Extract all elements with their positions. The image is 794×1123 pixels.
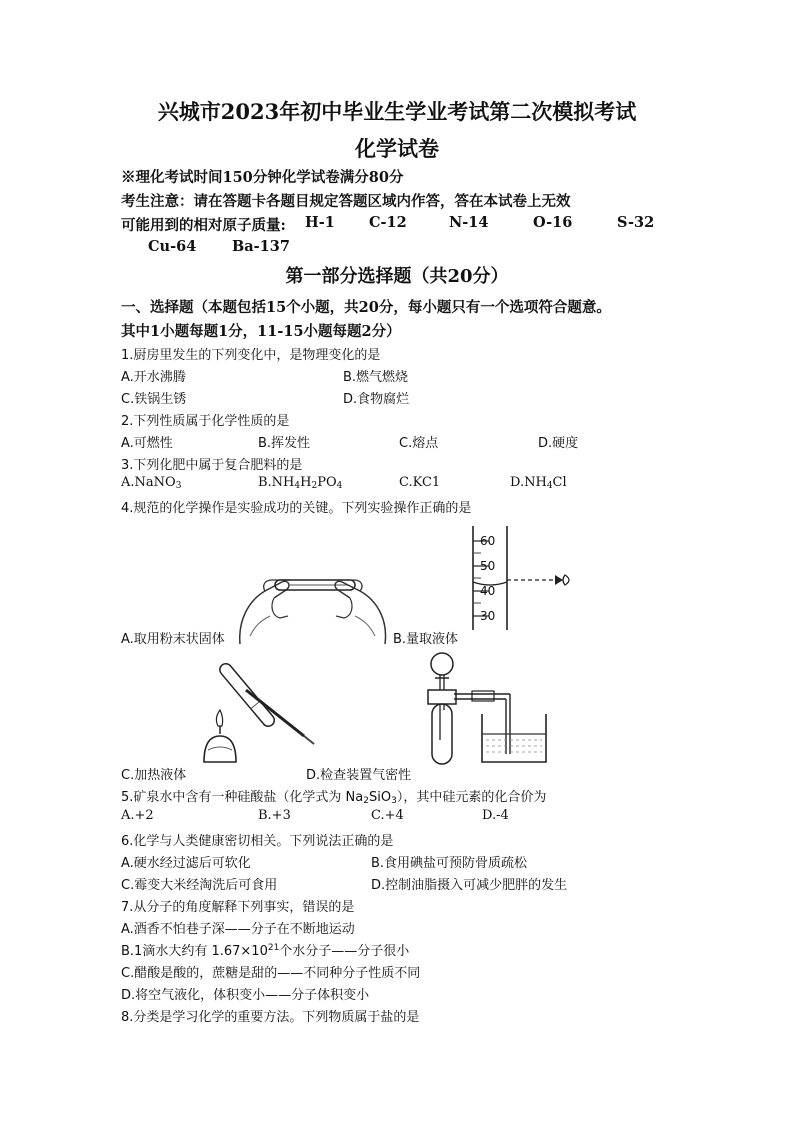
question-7-option-c: C.醋酸是酸的，蔗糖是甜的——不同种分子性质不同: [121, 966, 421, 981]
part1-heading: 第一部分选择题（共20分）: [285, 266, 509, 287]
section-instructions-2: 其中1小题每题1分，11-15小题每题2分）: [121, 323, 401, 340]
question-5-option-a: A.+2: [121, 808, 154, 823]
question-1-option-a: A.开水沸腾: [121, 370, 186, 385]
atomic-mass-cu: Cu-64: [148, 238, 197, 255]
question-5-stem: 5.矿泉水中含有一种硅酸盐（化学式为 $Na_2SiO_3$），其中硅元素的化合价为: [121, 790, 547, 806]
figure-powder-solid: [230, 566, 395, 646]
question-2-option-a: A.可燃性: [121, 436, 173, 451]
cylinder-tick-60: 60: [480, 534, 496, 548]
atomic-mass-o: O-16: [533, 214, 573, 231]
question-6-option-d: D.控制油脂摄入可减少肥胖的发生: [371, 878, 568, 893]
question-1-option-b: B.燃气燃烧: [343, 370, 409, 385]
question-3-option-b: $B.NH_4H_2PO_4$: [258, 475, 343, 491]
question-4-option-b: B.量取液体: [393, 632, 459, 647]
exam-subtitle: 化学试卷: [355, 136, 439, 161]
question-4-option-a: A.取用粉末状固体: [121, 632, 225, 647]
question-6-option-a: A.硬水经过滤后可软化: [121, 856, 251, 871]
atomic-mass-label: 可能用到的相对原子质量:: [121, 217, 286, 234]
atomic-mass-ba: Ba-137: [232, 238, 290, 255]
time-note: ※理化考试时间150分钟化学试卷满分80分: [121, 169, 404, 186]
question-8-stem: 8.分类是学习化学的重要方法。下列物质属于盐的是: [121, 1010, 420, 1025]
question-7-option-b: B.1滴水大约有 $1.67\times 10^{21}$个水分子——分子很小: [121, 943, 410, 959]
question-4-option-d: D.检查装置气密性: [306, 768, 412, 783]
question-2-option-d: D.硬度: [538, 436, 579, 451]
question-2-option-c: C.熔点: [399, 436, 439, 451]
question-6-option-b: B.食用碘盐可预防骨质疏松: [371, 856, 528, 871]
question-5-option-c: C.+4: [371, 808, 404, 823]
figure-heating-liquid: [196, 652, 321, 764]
question-5-option-b: B.+3: [258, 808, 291, 823]
figure-airtightness-check: [420, 650, 560, 765]
question-5-option-d: D.-4: [482, 808, 509, 823]
atomic-mass-c: C-12: [369, 214, 407, 231]
question-3-option-c: C.KC1: [399, 475, 441, 490]
question-4-option-c: C.加热液体: [121, 768, 187, 783]
question-2-stem: 2.下列性质属于化学性质的是: [121, 414, 290, 429]
question-7-stem: 7.从分子的角度解释下列事实，错误的是: [121, 900, 355, 915]
notice: 考生注意：请在答题卡各题目规定答题区域内作答，答在本试卷上无效: [121, 193, 571, 210]
question-6-option-c: C.霉变大米经淘洗后可食用: [121, 878, 278, 893]
atomic-mass-h: H-1: [305, 214, 335, 231]
question-1-option-d: D.食物腐烂: [343, 392, 410, 407]
question-7-option-d: D.将空气液化，体积变小——分子体积变小: [121, 988, 370, 1003]
question-1-option-c: C.铁锅生锈: [121, 392, 187, 407]
question-1-stem: 1.厨房里发生的下列变化中，是物理变化的是: [121, 348, 381, 363]
cylinder-tick-40: 40: [480, 584, 496, 598]
cylinder-tick-50: 50: [480, 559, 496, 573]
atomic-mass-s: S-32: [617, 214, 655, 231]
question-6-stem: 6.化学与人类健康密切相关。下列说法正确的是: [121, 834, 394, 849]
question-3-option-d: $D.NH_4Cl$: [510, 475, 567, 491]
atomic-mass-n: N-14: [449, 214, 489, 231]
question-3-stem: 3.下列化肥中属于复合肥料的是: [121, 458, 303, 473]
exam-title: 兴城市2023年初中毕业生学业考试第二次模拟考试: [157, 99, 637, 124]
question-3-option-a: A.NaNO$_3$: [121, 475, 182, 491]
section-instructions-1: 一、选择题（本题包括15个小题，共20分，每小题只有一个选项符合题意。: [121, 299, 611, 316]
question-4-stem: 4.规范的化学操作是实验成功的关键。下列实验操作正确的是: [121, 501, 472, 516]
question-7-option-a: A.酒香不怕巷子深——分子在不断地运动: [121, 922, 355, 937]
question-2-option-b: B.挥发性: [258, 436, 311, 451]
cylinder-tick-30: 30: [480, 609, 496, 623]
